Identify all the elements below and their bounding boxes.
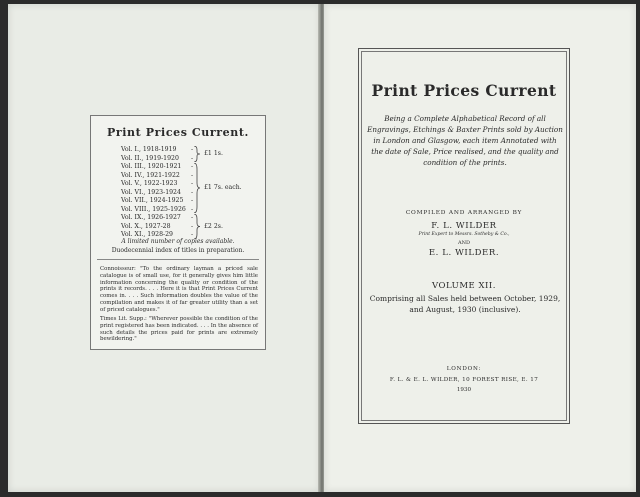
- advertisement-box: [90, 115, 266, 350]
- volume-number: VOLUME XII.: [432, 281, 496, 291]
- volume-description: Comprising all Sales held between October, 1929, and August, 1930 (inclusive).: [369, 294, 561, 314]
- volume-row: [121, 205, 194, 214]
- volume-dash: -: [191, 197, 194, 204]
- volume-label: Vol. IX., 1926-1927: [121, 214, 181, 221]
- and-label: AND: [458, 240, 470, 246]
- book-title: Print Prices Current: [371, 81, 557, 100]
- brace-group-2: [192, 163, 200, 213]
- volume-dash: -: [191, 205, 194, 213]
- volume-dash: -: [191, 171, 194, 179]
- volume-row: [121, 222, 194, 231]
- volume-row: [121, 214, 194, 222]
- ad-title: Print Prices Current.: [107, 126, 249, 139]
- volume-label: Vol. II., 1919-1920: [121, 154, 179, 162]
- volume-label: Vol. V., 1922-1923: [121, 180, 178, 187]
- volume-row: [121, 171, 194, 180]
- volume-row: [121, 188, 194, 197]
- author-1-note: Print Expert to Messrs. Sotheby & Co.,: [418, 232, 510, 237]
- volume-row: [121, 197, 194, 205]
- volume-label: Vol. VII., 1924-1925: [121, 197, 184, 204]
- volume-dash: -: [191, 154, 194, 162]
- volume-dash: -: [191, 214, 194, 221]
- price-group-1: £1 1s.: [204, 150, 223, 157]
- price-group-2: £1 7s. each.: [204, 184, 242, 191]
- brace-group-3: [192, 214, 200, 239]
- author-1: F. L. WILDER: [431, 221, 497, 231]
- volume-label: Vol. VIII., 1925-1926: [121, 205, 186, 213]
- volume-label: Vol. III., 1920-1921: [121, 163, 182, 170]
- volume-label: Vol. X., 1927-28: [121, 222, 171, 230]
- publication-city: LONDON:: [446, 366, 482, 372]
- volume-row: [121, 146, 194, 154]
- compiled-by: COMPILED AND ARRANGED BY: [405, 210, 523, 216]
- volume-row: [121, 180, 194, 188]
- divider: [97, 259, 259, 260]
- volume-dash: -: [191, 188, 194, 196]
- volume-dash: -: [191, 222, 194, 230]
- publisher-address: F. L. & E. L. WILDER, 10 FOREST RISE, E. 17: [389, 377, 539, 383]
- title-page-frame: [358, 48, 570, 424]
- volume-label: Vol. VI., 1923-1924: [121, 188, 181, 196]
- author-2: E. L. WILDER.: [428, 248, 500, 258]
- volume-dash: -: [191, 231, 194, 238]
- volume-dash: -: [191, 146, 194, 153]
- volume-dash: -: [191, 163, 194, 170]
- brace-group-1: [192, 146, 200, 162]
- price-group-3: £2 2s.: [204, 223, 223, 230]
- volume-label: Vol. IV., 1921-1922: [121, 171, 180, 179]
- publication-year: 1930: [456, 387, 472, 393]
- book-subtitle: Being a Complete Alphabetical Record of all Engravings, Etchings & Baxter Prints sold by Auction in London and Glasgow, each item Annotated with the date of Sale, Price realised, and the quality and condition of the prints.: [367, 114, 563, 167]
- volume-row: [121, 154, 194, 163]
- volume-label: Vol. XI., 1928-29: [121, 231, 173, 238]
- volume-row: [121, 163, 194, 171]
- times-quote: Times Lit. Supp.: "Wherever possible the condition of the print registered has been indicated. . . . In the absence of such details the prices paid for prints are extremely bewildering.": [100, 316, 258, 343]
- volume-dash: -: [191, 180, 194, 187]
- index-note: Duodecennial index of titles in preparation.: [111, 247, 245, 254]
- connoisseur-quote: Connoisseur: "To the ordinary layman a priced sale catalogue is of small use, for it generally gives him little information concerning the quality or condition of the prints it records. . . . Here it is that Print Prices Current comes in. . . . Such information doubles the value of the compilation and makes it of far greater utility than a set of priced catalogues.": [100, 266, 258, 313]
- volume-label: Vol. I., 1918-1919: [121, 146, 177, 153]
- limited-copies-note: A limited number of copies available.: [121, 238, 235, 245]
